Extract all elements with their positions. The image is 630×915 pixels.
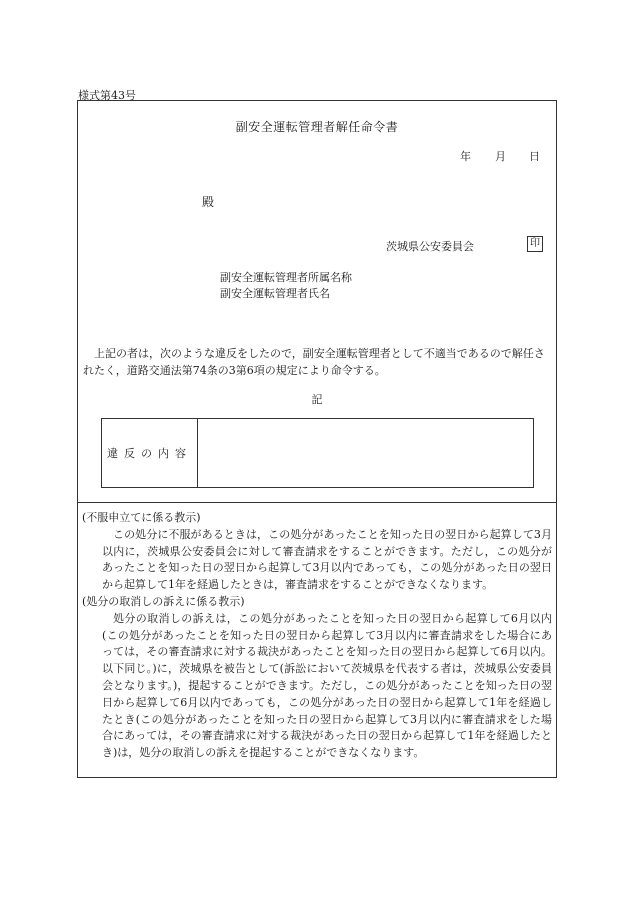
ki-heading: 記 <box>311 393 323 406</box>
order-document-box <box>77 100 557 503</box>
violation-label: 違反の内容 <box>102 419 198 487</box>
seal-mark: 印 <box>527 236 543 252</box>
revocation-notice-heading: (処分の取消しの訴えに係る教示) <box>82 594 245 608</box>
form-number: 様式第43号 <box>78 89 136 102</box>
violation-content-field <box>198 419 533 487</box>
date-year: 年 <box>460 150 471 163</box>
affiliation-label: 副安全運転管理者所属名称 <box>220 271 352 284</box>
issuer-name: 茨城県公安委員会 <box>386 240 474 253</box>
notice-box <box>77 502 557 778</box>
appeal-notice-text: この処分に不服があるときは，この処分があったことを知った日の翌日から起算して3月以内に，茨城県公安委員会に対して審査請求をすることができます。ただし，この処分があったことを知った日の翌日から起算して3月以内であっても，この処分があった日の翌日から起算して1年を経過したときは，審査請求をすることができなくなります。 <box>102 527 552 592</box>
date-day: 日 <box>529 150 540 163</box>
date-month: 月 <box>495 150 506 163</box>
violation-table <box>101 418 534 488</box>
manager-name-label: 副安全運転管理者氏名 <box>220 287 330 300</box>
appeal-notice-heading: (不服申立てに係る教示) <box>82 511 201 524</box>
order-body-text: 上記の者は，次のような違反をしたので，副安全運転管理者として不適当であるので解任されたく，道路交通法第74条の3第6項の規定により命令する。 <box>83 347 545 377</box>
notice-content <box>82 510 552 762</box>
revocation-notice-text: 処分の取消しの訴えは，この処分があったことを知った日の翌日から起算して6月以内(この処分があったことを知った日の翌日から起算して3月以内に審査請求をした場合にあっては，その審査請求に対する裁決があったことを知った日の翌日から起算して6月以内。以下同じ。)に，茨城県を被告として(訴訟において茨城県を代表する者は，茨城県公安委員会となります。)，提起することができます。ただし，この処分があったことを知った日の翌日から起算して6月以内であっても，この処分があった日の翌日から起算して1年を経過したとき(この処分があったことを知った日の翌日から起算して3月以内に審査請求をした場合にあっては，その審査請求に対する裁決があった日の翌日から起算して1年を経過したとき)は，処分の取消しの訴えを提起することができなくなります。 <box>102 611 552 760</box>
addressee-suffix: 殿 <box>202 195 215 209</box>
document-title: 副安全運転管理者解任命令書 <box>235 120 399 134</box>
